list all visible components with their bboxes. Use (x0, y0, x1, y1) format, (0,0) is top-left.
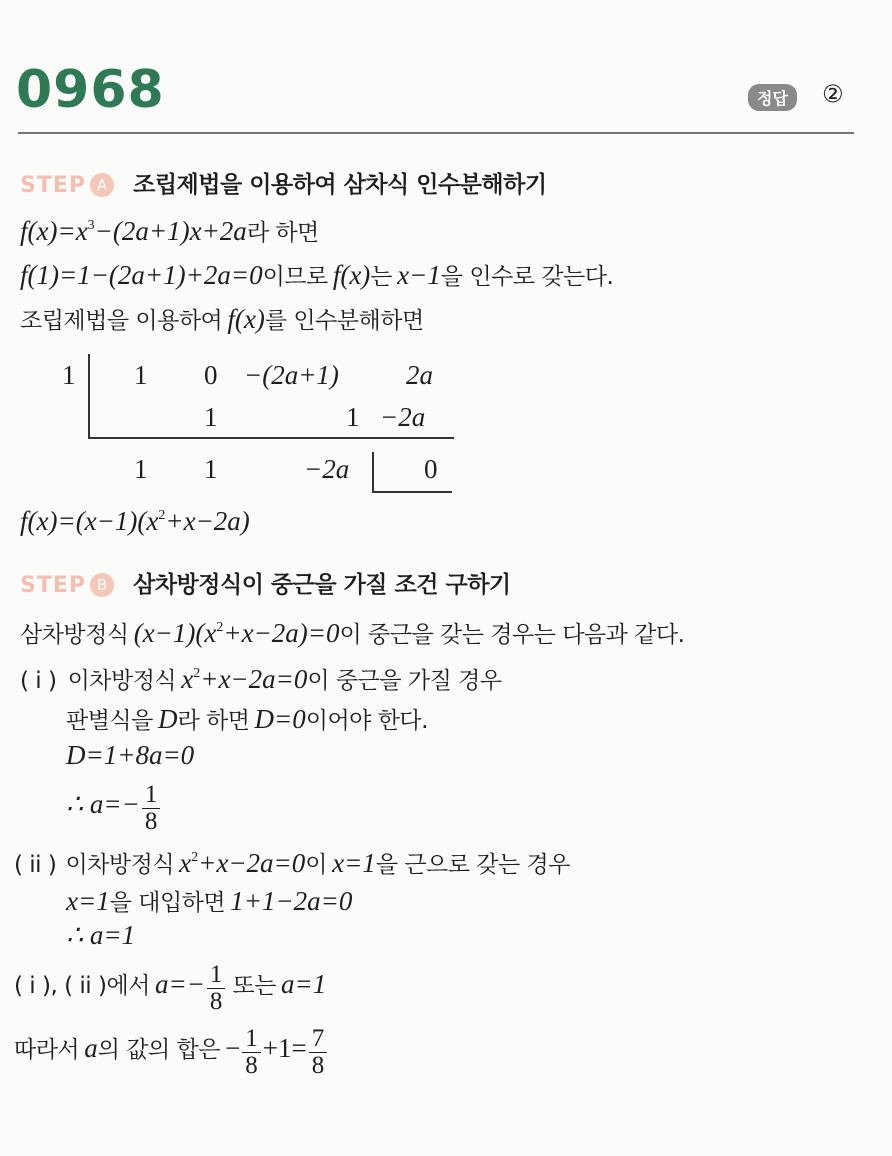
numerator: 1 (142, 782, 161, 809)
fraction (242, 1026, 261, 1079)
case-2-line-2 (66, 884, 352, 917)
conclusion (14, 962, 326, 1015)
row1-cell: 0 (204, 360, 218, 390)
text: 이어야 한다. (305, 708, 428, 734)
math: x−1 (397, 260, 441, 290)
exponent: 2 (191, 850, 199, 865)
remainder-box-vertical (372, 452, 374, 492)
step-b-letter-icon: B (90, 573, 114, 597)
header-rule (18, 132, 854, 134)
math: +x−2a)=0 (223, 618, 340, 648)
math: f(1)=1−(2a+1)+2a=0 (20, 260, 263, 290)
case-2-line-1 (14, 846, 570, 879)
numerator: 7 (309, 1026, 328, 1053)
step-a-title: 조립제법을 이용하여 삼차식 인수분해하기 (133, 172, 547, 198)
remainder-box-horizontal (372, 491, 452, 493)
step-a-line-2 (20, 258, 613, 291)
step-a-heading (20, 166, 547, 199)
math: +1= (262, 1033, 307, 1063)
text: 이 중근을 갖는 경우는 다음과 같다. (339, 622, 685, 648)
problem-number: 0968 (16, 60, 165, 120)
case-1-line-2 (66, 702, 428, 735)
row3-cell: −2a (304, 454, 350, 484)
math: x (181, 664, 194, 694)
final-answer (14, 1026, 329, 1079)
math: x=1 (332, 848, 376, 878)
denominator: 8 (144, 808, 158, 835)
case-label: ( ii ) (14, 852, 57, 878)
fraction (207, 962, 226, 1015)
math: D (157, 704, 178, 734)
text: 에서 (106, 973, 150, 999)
math: a=− (154, 969, 205, 999)
case-label: ( i ) (20, 668, 57, 694)
case-1-line-3 (66, 740, 194, 771)
exponent: 2 (216, 620, 224, 635)
numerator: 1 (207, 962, 226, 989)
case-1-line-1 (20, 662, 502, 695)
case-labels: ( i ), ( ii ) (14, 973, 107, 999)
divisor: 1 (62, 360, 76, 390)
math: ∴ a=1 (66, 920, 136, 950)
text: 를 인수분해하면 (264, 308, 424, 334)
denominator: 8 (209, 988, 223, 1015)
math: +x−2a=0 (198, 848, 306, 878)
text: 의 값의 합은 (97, 1037, 220, 1063)
numerator: 1 (242, 1026, 261, 1053)
denominator: 8 (311, 1052, 325, 1079)
text: 판별식을 (66, 708, 153, 734)
row1-cell: −(2a+1) (244, 360, 339, 390)
math: +x−2a=0 (200, 664, 308, 694)
step-a-letter-icon: A (90, 173, 114, 197)
answer-badge: 정답 (748, 84, 797, 111)
step-b-title: 삼차방정식이 중근을 가질 조건 구하기 (133, 572, 511, 598)
math: D=1+8a=0 (66, 740, 195, 770)
step-a-line-1 (20, 214, 319, 247)
exponent: 2 (193, 666, 201, 681)
row1-cell: 1 (134, 360, 148, 390)
fraction (309, 1026, 328, 1079)
text: 라 하면 (177, 708, 250, 734)
text: 라 하면 (246, 220, 319, 246)
row2-cell: 1 (346, 402, 360, 432)
math: − (225, 1033, 241, 1063)
text: 이차방정식 (65, 852, 175, 878)
step-a-tag: STEP (20, 173, 87, 198)
text: 이 (305, 852, 327, 878)
factor-result (20, 506, 250, 537)
answer-value: ② (822, 80, 844, 108)
text: 는 (370, 264, 393, 290)
text: 이차방정식 (67, 668, 177, 694)
math: 1+1−2a=0 (230, 886, 353, 916)
math: x (179, 848, 192, 878)
math: ∴ a=− (66, 789, 140, 819)
fraction (142, 782, 161, 835)
text: 이 중근을 가질 경우 (307, 668, 502, 694)
math: a (84, 1033, 98, 1063)
step-b-tag: STEP (20, 573, 87, 598)
math: x=1 (66, 886, 110, 916)
exponent: 3 (87, 218, 95, 233)
row3-cell: 1 (134, 454, 148, 484)
text: 또는 (232, 973, 276, 999)
divider-vertical (88, 354, 90, 438)
step-b-intro (20, 616, 684, 649)
text: 이므로 (262, 264, 328, 290)
divider-horizontal (88, 437, 454, 439)
math: f(x)=(x−1)(x (20, 506, 159, 536)
row3-cell: 1 (204, 454, 218, 484)
row1-cell: 2a (406, 360, 433, 390)
math: (x−1)(x (133, 618, 217, 648)
text: 삼차방정식 (20, 622, 129, 648)
row2-cell: 1 (204, 402, 218, 432)
math: f(x) (227, 304, 265, 334)
text: 을 인수로 갖는다. (440, 264, 614, 290)
remainder-cell: 0 (424, 454, 438, 484)
math: a=1 (281, 969, 327, 999)
denominator: 8 (245, 1052, 258, 1079)
math: f(x) (332, 260, 371, 290)
text: 을 대입하면 (109, 890, 226, 916)
math: D=0 (254, 704, 306, 734)
row2-cell: −2a (380, 402, 426, 432)
case-2-line-3 (66, 920, 135, 951)
case-1-line-4 (66, 782, 162, 835)
text: 을 근으로 갖는 경우 (375, 852, 570, 878)
math: f(x)=x (20, 216, 88, 246)
math: −(2a+1)x+2a (94, 216, 247, 246)
text: 조립제법을 이용하여 (20, 308, 223, 334)
step-a-line-3 (20, 302, 424, 335)
step-b-heading (20, 566, 511, 599)
math: +x−2a) (165, 506, 250, 536)
text: 따라서 (14, 1037, 80, 1063)
exponent: 2 (158, 508, 166, 523)
